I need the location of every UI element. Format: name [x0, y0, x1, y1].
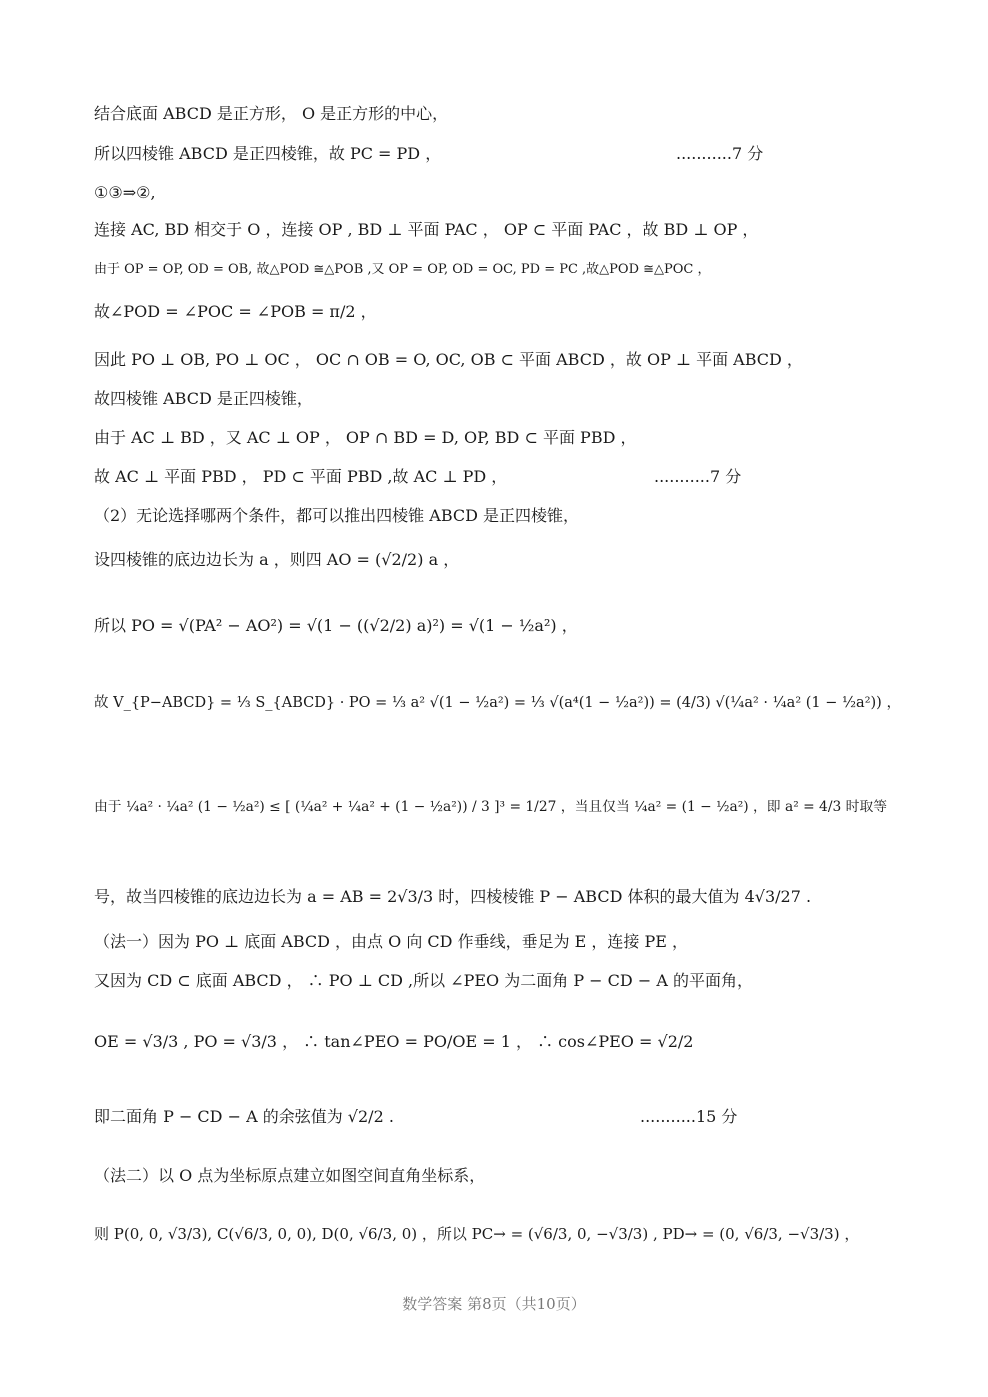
- text-line-1: 结合底面 ABCD 是正方形， O 是正方形的中心，: [94, 104, 449, 123]
- text-line-19: OE = √3/3 , PO = √3/3 ， ∴ tan∠PEO = PO/OE = 1 ， ∴ cos∠PEO = √2/2: [94, 1032, 694, 1051]
- text-line-4: 连接 AC, BD 相交于 O ，连接 OP , BD ⊥ 平面 PAC ， OP ⊂ 平面 PAC ，故 BD ⊥ OP ，: [94, 220, 759, 239]
- text-line-18: 又因为 CD ⊂ 底面 ABCD ， ∴ PO ⊥ CD ,所以 ∠PEO 为二面角 P − CD − A 的平面角，: [94, 971, 753, 990]
- text-line-10: 故 AC ⊥ 平面 PBD ， PD ⊂ 平面 PBD ,故 AC ⊥ PD ，: [94, 467, 508, 486]
- text-line-11: （2）无论选择哪两个条件，都可以推出四棱锥 ABCD 是正四棱锥，: [94, 506, 580, 525]
- text-line-9: 由于 AC ⊥ BD ，又 AC ⊥ OP ， OP ∩ BD = D, OP, BD ⊂ 平面 PBD ，: [94, 428, 637, 447]
- score-mark-15: ...........15 分: [640, 1107, 738, 1126]
- text-line-14: 故 V_{P−ABCD} = ⅓ S_{ABCD} · PO = ⅓ a² √(1 − ½a²) = ⅓ √(a⁴(1 − ½a²)) = (4/3) √(¼a² · ¼a² (1 − ½a²)) ，: [94, 695, 901, 711]
- text-line-17: （法一）因为 PO ⊥ 底面 ABCD ，由点 O 向 CD 作垂线，垂足为 E ，连接 PE ，: [94, 932, 689, 951]
- score-mark-7-a: ...........7 分: [676, 144, 764, 163]
- page-footer: 数学答案 第8页（共10页）: [402, 1295, 586, 1313]
- text-line-13: 所以 PO = √(PA² − AO²) = √(1 − ((√2/2) a)²) = √(1 − ½a²) ，: [94, 616, 578, 635]
- text-line-7: 因此 PO ⊥ OB, PO ⊥ OC ， OC ∩ OB = O, OC, OB ⊂ 平面 ABCD ，故 OP ⊥ 平面 ABCD ，: [94, 350, 803, 369]
- text-line-21: （法二）以 O 点为坐标原点建立如图空间直角坐标系，: [94, 1166, 486, 1185]
- text-line-20: 即二面角 P − CD − A 的余弦值为 √2/2 .: [94, 1107, 394, 1126]
- text-line-5: 由于 OP = OP, OD = OB, 故△POD ≅△POB ,又 OP = OP, OD = OC, PD = PC ,故△POD ≅△POC ，: [94, 262, 711, 277]
- score-mark-7-b: ...........7 分: [654, 467, 742, 486]
- text-line-16: 号，故当四棱锥的底边边长为 a = AB = 2√3/3 时，四棱棱锥 P − ABCD 体积的最大值为 4√3/27 .: [94, 887, 812, 906]
- text-line-22: 则 P(0, 0, √3/3), C(√6/3, 0, 0), D(0, √6/3, 0) ，所以 PC→ = (√6/3, 0, −√3/3) , PD→ = (0, √6/3, −√3/3) ，: [94, 1225, 860, 1243]
- text-line-8: 故四棱锥 ABCD 是正四棱锥，: [94, 389, 313, 408]
- text-line-3: ①③⇒②,: [94, 183, 156, 202]
- text-line-12: 设四棱锥的底边边长为 a ，则四 AO = (√2/2) a ，: [94, 550, 460, 569]
- text-line-2: 所以四棱锥 ABCD 是正四棱锥，故 PC = PD ，: [94, 144, 442, 163]
- text-line-6: 故∠POD = ∠POC = ∠POB = π/2 ，: [94, 302, 377, 321]
- text-line-15: 由于 ¼a² · ¼a² (1 − ½a²) ≤ [ (¼a² + ¼a² + (1 − ½a²)) / 3 ]³ = 1/27 ，当且仅当 ¼a² = (1 − ½a²) ，即 a² = 4/3 时取等: [94, 799, 888, 815]
